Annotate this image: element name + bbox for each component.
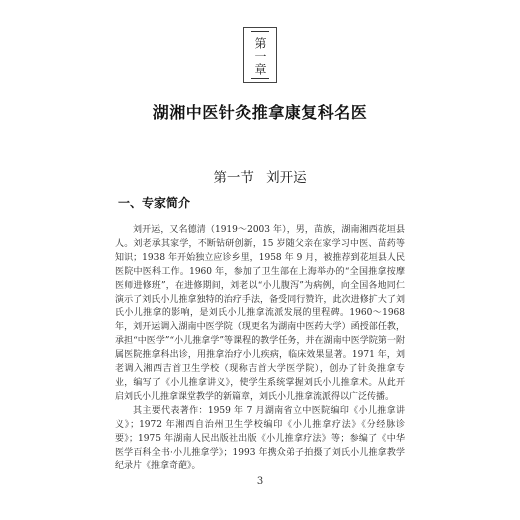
section-title: 第一节 刘开运 [213, 170, 307, 186]
paragraph: 其主要代表著作：1959 年 7 月湖南省立中医院编印《小儿推拿讲义》；1972 年湘西自治州卫生学校编印《小儿推拿疗法》《分经脉诊要》；1975 年湖南人民出版社出版《小儿推拿疗法》等；参编了《中华医学百科全书·小儿推拿学》；1993 年携众弟子拍摄了刘氏小儿推拿教学纪录片《推拿奇葩》。 [115, 405, 405, 472]
chapter-box-top-border [243, 27, 277, 28]
chapter-label: 第一章 [253, 36, 267, 76]
chapter-label-top-rule [251, 31, 269, 32]
page-number: 3 [256, 476, 264, 487]
chapter-box-bottom-border [243, 82, 277, 83]
paragraph: 刘开运，又名德清（1919～2003 年），男，苗族，湖南湘西花垣县人。刘老承其家学，不断钻研创新，15 岁随父亲在家学习中医、苗药等知识；1938 年开始独立应诊乡里，1958 年 9 月，被推荐到花垣县人民医院中医科工作。1960 年，参加了卫生部在上海举办的“全国推拿按摩医师进修班”，在进修期间，刘老以“小儿腹泻”为病例，向全国各地同仁演示了刘氏小儿推拿独特的治疗手法，备受同行赞许，此次进修扩大了刘氏小儿推拿的影响，是刘氏小儿推拿流派发展的里程碑。1960～1968 年，刘开运调入湖南中医学院（现更名为湖南中医药大学）函授部任教，承担“中医学”“小儿推拿学”等课程的教学任务，并在湖南中医学院第一附属医院推拿科出诊，用推拿治疗小儿疾病，临床效果显著。1971 年，刘老调入湘西吉首卫生学校（现称吉首大学医学院），创办了针灸推拿专业，编写了《小儿推拿讲义》，使学生系统掌握刘氏小儿推拿术。从此开启刘氏小儿推拿课堂教学的新篇章，刘氏小儿推拿流派得以广泛传播。 [115, 225, 405, 402]
chapter-label-box [243, 27, 277, 83]
chapter-title: 湖湘中医针灸推拿康复科名医 [152, 103, 368, 122]
body-text [115, 224, 405, 474]
sub-heading: 一、专家简介 [118, 196, 191, 210]
chapter-label-bottom-rule [251, 78, 269, 79]
